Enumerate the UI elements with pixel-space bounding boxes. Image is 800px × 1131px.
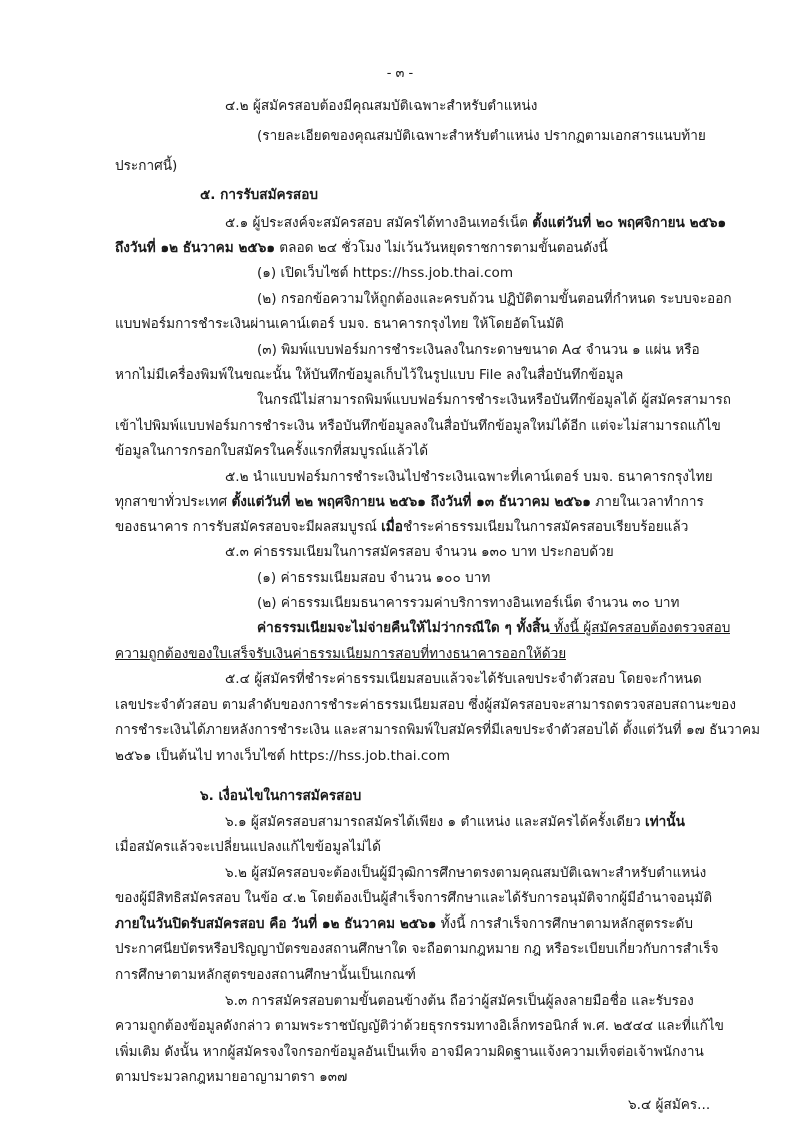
qualification-heading: ๔.๒ ผู้สมัครสอบต้องมีคุณสมบัติเฉพาะสำหรับตำแหน่ง: [225, 98, 538, 114]
fee-2: (๒) ค่าธรรมเนียมธนาคารรวมค่าบริการทางอินเทอร์เน็ต จำนวน ๓๐ บาท: [257, 595, 680, 611]
para-5-2-line-2: ทุกสาขาทั่วประเทศ ตั้งแต่วันที่ ๒๒ พฤศจิกายน ๒๕๖๑ ถึงวันที่ ๑๓ ธันวาคม ๒๕๖๑ ภายในเวลาทำการ: [115, 494, 704, 510]
para-6-3-line-2: ความถูกต้องข้อมูลดังกล่าว ตามพระราชบัญญัติว่าด้วยธุรกรรมทางอิเล็กทรอนิกส์ พ.ศ. ๒๕๔๔ และที่แก้ไข: [115, 1018, 724, 1034]
para-6-2-line-1: ๖.๒ ผู้สมัครสอบจะต้องเป็นผู้มีวุฒิการศึกษาตรงตามคุณสมบัติเฉพาะสำหรับตำแหน่ง: [225, 865, 707, 881]
para-6-3-line-3: เพิ่มเติม ดังนั้น หากผู้สมัครจงใจกรอกข้อมูลอันเป็นเท็จ อาจมีความผิดฐานแจ้งความเท็จต่อเจ้าพนักงาน: [115, 1044, 704, 1060]
para-5-4-line-4: ๒๕๖๑ เป็นต้นไป ทางเว็บไซต์ https://hss.job.thai.com: [115, 748, 450, 764]
qualification-note-line-1: (รายละเอียดของคุณสมบัติเฉพาะสำหรับตำแหน่ง ปรากฏตามเอกสารแนบท้าย: [257, 128, 706, 144]
page-number: - ๓ -: [386, 66, 414, 81]
para-5-4-line-1: ๕.๔ ผู้สมัครที่ชำระค่าธรรมเนียมสอบแล้วจะได้รับเลขประจำตัวสอบ โดยจะกำหนด: [225, 671, 702, 687]
print-note-line-2: เข้าไปพิมพ์แบบฟอร์มการชำระเงิน หรือบันทึกข้อมูลลงในสื่อบันทึกข้อมูลใหม่ได้อีก แต่จะไม่สามารถแก้ไข: [115, 418, 721, 434]
para-6-1-line-1: ๖.๑ ผู้สมัครสอบสามารถสมัครได้เพียง ๑ ตำแหน่ง และสมัครได้ครั้งเดียว เท่านั้น: [225, 814, 685, 830]
para-5-1-line-1: ๕.๑ ผู้ประสงค์จะสมัครสอบ สมัครได้ทางอินเทอร์เน็ต ตั้งแต่วันที่ ๒๐ พฤศจิกายน ๒๕๖๑: [225, 215, 727, 231]
para-6-1-line-2: เมื่อสมัครแล้วจะเปลี่ยนแปลงแก้ไขข้อมูลไม่ได้: [115, 839, 381, 855]
section-6-heading: ๖. เงื่อนไขในการสมัครสอบ: [200, 788, 362, 804]
para-5-4-line-3: การชำระเงินได้ภายหลังการชำระเงิน และสามารถพิมพ์ใบสมัครที่มีเลขประจำตัวสอบได้ ตั้งแต่วันที่ ๑๗ ธันวาคม: [115, 722, 761, 738]
para-6-2-line-4: ประกาศนียบัตรหรือปริญญาบัตรของสถานศึกษาใด จะถือตามกฎหมาย กฎ หรือระเบียบเกี่ยวกับการสำเร็จ: [115, 941, 719, 957]
step-2-line-1: (๒) กรอกข้อความให้ถูกต้องและครบถ้วน ปฏิบัติตามขั้นตอนที่กำหนด ระบบจะออก: [257, 291, 732, 307]
continuation-marker: ๖.๔ ผู้สมัคร...: [628, 1097, 711, 1113]
para-5-4-line-2: เลขประจำตัวสอบ ตามลำดับของการชำระค่าธรรมเนียมสอบ ซึ่งผู้สมัครสอบจะสามารถตรวจสอบสถานะของ: [115, 697, 736, 713]
para-5-2-line-3: ของธนาคาร การรับสมัครสอบจะมีผลสมบูรณ์ เมื่อชำระค่าธรรมเนียมในการสมัครสอบเรียบร้อยแล้ว: [115, 519, 689, 535]
step-2-line-2: แบบฟอร์มการชำระเงินผ่านเคาน์เตอร์ บมจ. ธนาคารกรุงไทย ให้โดยอัตโนมัติ: [115, 316, 564, 332]
step-1: (๑) เปิดเว็บไซต์ https://hss.job.thai.com: [257, 265, 514, 281]
para-6-3-line-4: ตามประมวลกฎหมายอาญามาตรา ๑๓๗: [115, 1069, 348, 1085]
section-5-heading: ๕. การรับสมัครสอบ: [200, 187, 319, 203]
step-3-line-1: (๓) พิมพ์แบบฟอร์มการชำระเงินลงในกระดาษขนาด A๔ จำนวน ๑ แผ่น หรือ: [257, 342, 700, 358]
para-6-2-line-2: ของผู้มีสิทธิสมัครสอบ ในข้อ ๔.๒ โดยต้องเป็นผู้สำเร็จการศึกษาและได้รับการอนุมัติจากผู้มีอำนาจอนุมัติ: [115, 890, 713, 906]
refund-note-line-1: ค่าธรรมเนียมจะไม่จ่ายคืนให้ไม่ว่ากรณีใด ๆ ทั้งสิ้น ทั้งนี้ ผู้สมัครสอบต้องตรวจสอบ: [257, 620, 731, 636]
qualification-note-line-2: ประกาศนี้): [115, 158, 178, 174]
fee-1: (๑) ค่าธรรมเนียมสอบ จำนวน ๑๐๐ บาท: [257, 570, 491, 586]
para-5-3: ๕.๓ ค่าธรรมเนียมในการสมัครสอบ จำนวน ๑๓๐ บาท ประกอบด้วย: [225, 544, 614, 560]
step-3-line-2: หากไม่มีเครื่องพิมพ์ในขณะนั้น ให้บันทึกข้อมูลเก็บไว้ในรูปแบบ File ลงในสื่อบันทึกข้อมูล: [115, 367, 624, 383]
para-5-2-line-1: ๕.๒ นำแบบฟอร์มการชำระเงินไปชำระเงินเฉพาะที่เคาน์เตอร์ บมจ. ธนาคารกรุงไทย: [225, 469, 713, 485]
print-note-line-3: ข้อมูลในการกรอกใบสมัครในครั้งแรกที่สมบูรณ์แล้วได้: [115, 443, 429, 459]
para-6-2-line-3: ภายในวันปิดรับสมัครสอบ คือ วันที่ ๑๒ ธันวาคม ๒๕๖๑ ทั้งนี้ การสำเร็จการศึกษาตามหลักสูตรระดับ: [115, 916, 693, 932]
refund-note-line-2: ความถูกต้องของใบเสร็จรับเงินค่าธรรมเนียมการสอบที่ทางธนาคารออกให้ด้วย: [115, 646, 567, 662]
para-6-3-line-1: ๖.๓ การสมัครสอบตามขั้นตอนข้างต้น ถือว่าผู้สมัครเป็นผู้ลงลายมือชื่อ และรับรอง: [225, 993, 694, 1009]
para-6-2-line-5: การศึกษาตามหลักสูตรของสถานศึกษานั้นเป็นเกณฑ์: [115, 967, 416, 983]
para-5-1-line-2: ถึงวันที่ ๑๒ ธันวาคม ๒๕๖๑ ตลอด ๒๔ ชั่วโมง ไม่เว้นวันหยุดราชการตามขั้นตอนดังนี้: [115, 240, 608, 256]
print-note-line-1: ในกรณีไม่สามารถพิมพ์แบบฟอร์มการชำระเงินหรือบันทึกข้อมูลได้ ผู้สมัครสามารถ: [257, 392, 732, 408]
